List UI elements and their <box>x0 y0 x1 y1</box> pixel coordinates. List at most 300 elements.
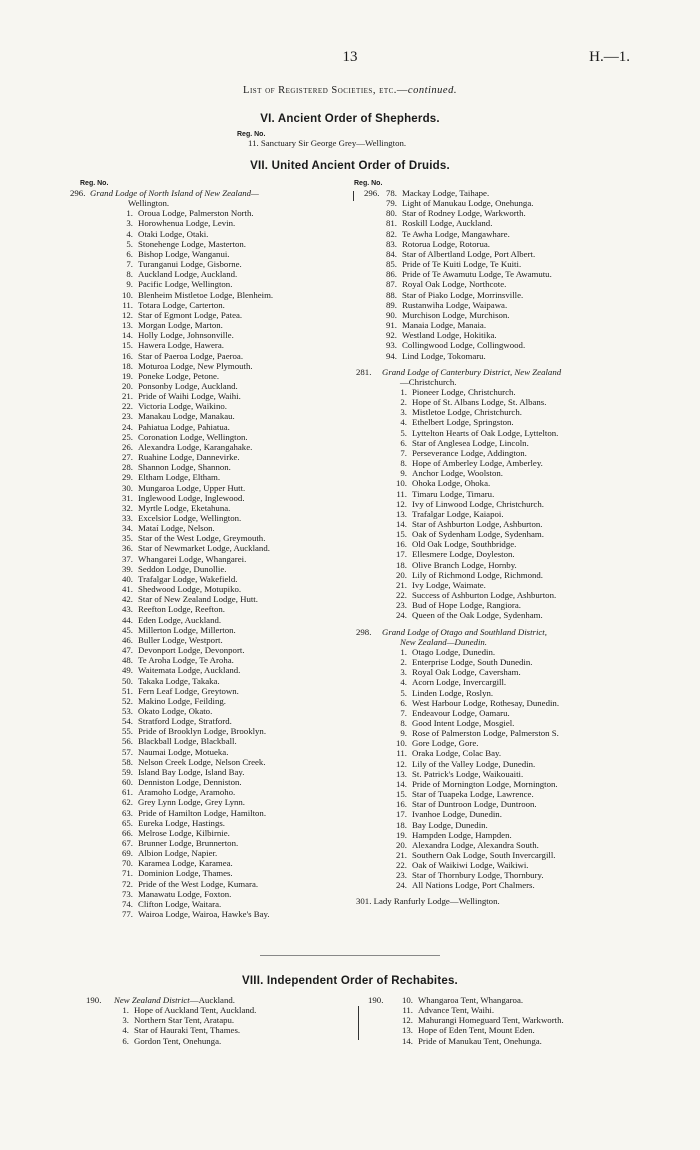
item-name: Linden Lodge, Roslyn. <box>412 687 494 698</box>
list-item <box>70 899 350 909</box>
grand-lodge-location: Wellington. <box>128 198 170 209</box>
item-number: 6. <box>122 1035 129 1046</box>
item-number: 18. <box>396 819 407 830</box>
list-item <box>352 759 692 769</box>
item-number: 12. <box>402 1015 413 1026</box>
item-number: 12. <box>122 309 133 320</box>
list-item <box>352 448 692 458</box>
item-name: Pacific Lodge, Wellington. <box>138 279 233 290</box>
item-name: West Harbour Lodge, Rothesay, Dunedin. <box>412 697 560 708</box>
reg-number: 298. <box>356 626 372 637</box>
item-number: 40. <box>122 573 133 584</box>
item-number: 1. <box>400 646 407 657</box>
reg-number: 190. <box>368 995 384 1005</box>
list-item <box>70 452 350 462</box>
item-name: Star of Egmont Lodge, Patea. <box>138 309 243 320</box>
list-item <box>70 381 350 391</box>
item-number: 3. <box>400 667 407 678</box>
item-name: Albion Lodge, Napier. <box>138 848 218 859</box>
list-item <box>352 718 692 728</box>
item-name: Okato Lodge, Okato. <box>138 705 213 716</box>
list-item <box>352 830 692 840</box>
item-number: 89. <box>386 299 397 310</box>
reg-no-label-right: Reg. No. <box>354 180 383 187</box>
item-number: 37. <box>122 553 133 564</box>
list-item <box>70 574 350 584</box>
grand-lodge-north-island <box>70 188 350 198</box>
item-number: 1. <box>122 1005 129 1016</box>
list-item <box>70 828 350 838</box>
item-number: 3. <box>126 218 133 229</box>
item-name: Perseverance Lodge, Addington. <box>412 447 527 458</box>
grand-lodge-title: Grand Lodge of Otago and Southland District, <box>382 626 547 637</box>
list-item <box>352 458 692 468</box>
list-item <box>70 594 350 604</box>
item-number: 9. <box>400 468 407 479</box>
item-number: 54. <box>122 716 133 727</box>
list-item <box>352 840 692 850</box>
item-number: 27. <box>122 452 133 463</box>
list-item <box>352 880 692 890</box>
item-number: 61. <box>122 787 133 798</box>
list-item <box>70 716 350 726</box>
list-item <box>362 1005 688 1015</box>
list-item <box>70 493 350 503</box>
list-item <box>70 503 350 513</box>
item-name: Rose of Palmerston Lodge, Palmerston S. <box>412 728 559 739</box>
item-number: 15. <box>396 789 407 800</box>
list-item <box>70 320 350 330</box>
item-name: Takaka Lodge, Takaka. <box>138 675 220 686</box>
list-item <box>352 249 692 259</box>
item-number: 73. <box>122 888 133 899</box>
item-name: Anchor Lodge, Woolston. <box>412 468 503 479</box>
grand-lodge-otago <box>352 627 692 637</box>
list-item <box>352 428 692 438</box>
list-item <box>352 499 692 509</box>
item-number: 4. <box>400 677 407 688</box>
item-name: Myrtle Lodge, Eketahuna. <box>138 502 231 513</box>
item-name: Pride of Waihi Lodge, Waihi. <box>138 391 241 402</box>
item-number: 28. <box>122 462 133 473</box>
item-number: 45. <box>122 624 133 635</box>
item-number: 24. <box>396 880 407 891</box>
list-item <box>70 868 350 878</box>
item-name: Star of Hauraki Tent, Thames. <box>134 1025 241 1036</box>
item-name: Star of the West Lodge, Greymouth. <box>138 533 266 544</box>
item-name: Horowhenua Lodge, Levin. <box>138 218 236 229</box>
item-number: 20. <box>122 380 133 391</box>
list-item <box>70 411 350 421</box>
item-name: Stratford Lodge, Stratford. <box>138 716 232 727</box>
item-name: Star of Newmarket Lodge, Auckland. <box>138 543 270 554</box>
item-name: Poneke Lodge, Petone. <box>138 370 220 381</box>
list-item <box>70 422 350 432</box>
section-divider <box>260 955 440 956</box>
item-name: Otaki Lodge, Otaki. <box>138 228 209 239</box>
list-item <box>352 468 692 478</box>
list-item <box>70 290 350 300</box>
list-item <box>70 889 350 899</box>
district-location: —Auckland. <box>189 995 235 1005</box>
list-item <box>70 300 350 310</box>
item-name: Bay Lodge, Dunedin. <box>412 819 488 830</box>
list-item <box>70 442 350 452</box>
item-name: Mackay Lodge, Taihape. <box>402 188 490 199</box>
item-name: Lyttelton Hearts of Oak Lodge, Lyttelton. <box>412 427 559 438</box>
item-name: Eureka Lodge, Hastings. <box>138 817 225 828</box>
list-item <box>352 519 692 529</box>
item-name: Otago Lodge, Dunedin. <box>412 646 496 657</box>
item-number: 49. <box>122 665 133 676</box>
list-item <box>352 320 692 330</box>
list-item <box>352 269 692 279</box>
item-number: 52. <box>122 695 133 706</box>
shepherds-entry: 11. Sanctuary Sir George Grey—Wellington. <box>248 138 407 148</box>
list-item <box>352 769 692 779</box>
list-item <box>352 688 692 698</box>
item-number: 65. <box>122 817 133 828</box>
item-number: 7. <box>400 707 407 718</box>
item-number: 34. <box>122 523 133 534</box>
list-item <box>352 570 692 580</box>
list-item <box>352 208 692 218</box>
item-name: Fern Leaf Lodge, Greytown. <box>138 685 239 696</box>
druids-right-list-a <box>352 188 692 361</box>
druids-right-list-b <box>352 387 692 621</box>
item-name: Ellesmere Lodge, Doyleston. <box>412 549 515 560</box>
item-name: Gore Lodge, Gore. <box>412 738 479 749</box>
item-number: 21. <box>396 579 407 590</box>
item-name: Star of Rodney Lodge, Warkworth. <box>402 208 526 219</box>
item-number: 33. <box>122 513 133 523</box>
item-number: 11. <box>122 299 133 310</box>
item-name: Totara Lodge, Carterton. <box>138 299 225 310</box>
item-name: Moturoa Lodge, New Plymouth. <box>138 360 253 371</box>
druids-left-list <box>70 208 350 919</box>
item-number: 16. <box>396 799 407 810</box>
item-number: 20. <box>396 569 407 580</box>
item-name: Wairoa Lodge, Wairoa, Hawke's Bay. <box>138 909 270 920</box>
list-item <box>70 513 350 523</box>
list-item <box>70 645 350 655</box>
item-number: 36. <box>122 543 133 554</box>
list-item <box>70 401 350 411</box>
list-item <box>70 879 350 889</box>
item-name: Karamea Lodge, Karamea. <box>138 858 233 869</box>
item-name: Mistletoe Lodge, Christchurch. <box>412 407 522 418</box>
item-name: Reefton Lodge, Reefton. <box>138 604 225 615</box>
item-number: 42. <box>122 594 133 605</box>
list-item <box>70 808 350 818</box>
item-number: 1. <box>400 386 407 397</box>
list-item <box>70 249 350 259</box>
list-item <box>352 677 692 687</box>
item-name: Pride of Hamilton Lodge, Hamilton. <box>138 807 267 818</box>
list-item <box>352 748 692 758</box>
item-number: 84. <box>386 248 397 259</box>
item-name: All Nations Lodge, Port Chalmers. <box>412 880 535 891</box>
item-number: 14. <box>396 778 407 789</box>
list-item <box>70 523 350 533</box>
list-item <box>70 279 350 289</box>
item-number: 4. <box>400 417 407 428</box>
list-item <box>70 747 350 757</box>
list-item <box>352 330 692 340</box>
list-item <box>70 686 350 696</box>
rechabites-left-column <box>86 995 356 1046</box>
item-name: Pride of Te Awamutu Lodge, Te Awamutu. <box>402 269 552 280</box>
list-item <box>352 549 692 559</box>
list-item <box>352 259 692 269</box>
list-item <box>70 371 350 381</box>
item-number: 17. <box>396 809 407 820</box>
list-item <box>70 1005 356 1015</box>
item-name: St. Patrick's Lodge, Waikouaiti. <box>412 768 524 779</box>
item-name: Turanganui Lodge, Gisborne. <box>138 259 242 270</box>
list-item <box>70 797 350 807</box>
list-item <box>70 462 350 472</box>
item-number: 57. <box>122 746 133 757</box>
item-name: Dominion Lodge, Thames. <box>138 868 233 879</box>
item-number: 6. <box>126 248 133 259</box>
item-number: 60. <box>122 777 133 788</box>
item-number: 12. <box>396 498 407 509</box>
item-name: Seddon Lodge, Dunollie. <box>138 563 227 574</box>
item-number: 74. <box>122 898 133 909</box>
item-name: Inglewood Lodge, Inglewood. <box>138 492 245 503</box>
item-name: Collingwood Lodge, Collingwood. <box>402 340 526 351</box>
item-number: 14. <box>402 1035 413 1046</box>
druids-right-column <box>352 188 692 906</box>
item-name: Alexandra Lodge, Karangahake. <box>138 441 253 452</box>
list-item <box>352 539 692 549</box>
item-number: 78. <box>386 188 397 199</box>
page-subtitle <box>0 85 700 96</box>
item-number: 21. <box>122 391 133 402</box>
item-number: 24. <box>396 610 407 621</box>
list-item <box>70 340 350 350</box>
item-name: Star of Albertland Lodge, Port Albert. <box>402 248 536 259</box>
item-name: Hawera Lodge, Hawera. <box>138 340 224 351</box>
item-number: 11. <box>396 748 407 759</box>
item-name: Hampden Lodge, Hampden. <box>412 829 512 840</box>
item-number: 15. <box>122 340 133 351</box>
list-item <box>352 229 692 239</box>
item-number: 7. <box>126 259 133 270</box>
item-name: Star of New Zealand Lodge, Hutt. <box>138 594 258 605</box>
item-number: 44. <box>122 614 133 625</box>
item-number: 72. <box>122 878 133 889</box>
lady-ranfurly-lodge: 301. Lady Ranfurly Lodge—Wellington. <box>356 895 500 906</box>
item-name: Whangaroa Tent, Whangaroa. <box>418 995 524 1006</box>
list-item <box>352 478 692 488</box>
item-name: Old Oak Lodge, Southbridge. <box>412 539 517 550</box>
item-number: 86. <box>386 269 397 280</box>
item-number: 17. <box>396 549 407 560</box>
list-item <box>352 387 692 397</box>
item-name: Mungaroa Lodge, Upper Hutt. <box>138 482 246 493</box>
item-number: 46. <box>122 634 133 645</box>
item-name: Trafalgar Lodge, Kaiapoi. <box>412 508 504 519</box>
subtitle-continued: continued. <box>407 85 457 96</box>
item-name: Pride of the West Lodge, Kumara. <box>138 878 259 889</box>
list-item <box>70 787 350 797</box>
item-name: Eltham Lodge, Eltham. <box>138 472 221 483</box>
item-name: Queen of the Oak Lodge, Sydenham. <box>412 610 543 621</box>
grand-lodge-location: —Christchurch. <box>400 376 457 387</box>
item-number: 18. <box>122 360 133 371</box>
list-item <box>352 300 692 310</box>
item-number: 47. <box>122 645 133 656</box>
item-number: 87. <box>386 279 397 290</box>
reg-no-label-left: Reg. No. <box>80 180 109 187</box>
item-number: 3. <box>400 407 407 418</box>
list-item <box>70 218 350 228</box>
item-number: 18. <box>396 559 407 570</box>
list-item <box>70 665 350 675</box>
column-divider-rechabites <box>358 1006 359 1040</box>
section-heading-shepherds: VI. Ancient Order of Shepherds. <box>260 113 440 125</box>
item-name: Pride of Te Kuiti Lodge, Te Kuiti. <box>402 259 522 270</box>
item-number: 10. <box>396 478 407 489</box>
item-number: 92. <box>386 330 397 341</box>
item-name: Waitemata Lodge, Auckland. <box>138 665 241 676</box>
item-name: Westland Lodge, Hokitika. <box>402 330 497 341</box>
item-number: 90. <box>386 309 397 320</box>
item-name: Pride of Manukau Tent, Onehunga. <box>418 1035 542 1046</box>
item-name: Oroua Lodge, Palmerston North. <box>138 208 254 219</box>
item-name: Shannon Lodge, Shannon. <box>138 462 231 473</box>
list-item <box>70 757 350 767</box>
list-item <box>352 870 692 880</box>
item-name: Grey Lynn Lodge, Grey Lynn. <box>138 797 246 808</box>
list-item <box>352 600 692 610</box>
item-name: Gordon Tent, Onehunga. <box>134 1035 222 1046</box>
item-number: 50. <box>122 675 133 686</box>
item-number: 8. <box>400 717 407 728</box>
list-item <box>352 799 692 809</box>
item-name: Aramoho Lodge, Aramoho. <box>138 787 236 798</box>
item-name: Star of Paeroa Lodge, Paeroa. <box>138 350 244 361</box>
item-name: Mahurangi Homeguard Tent, Warkworth. <box>418 1015 564 1026</box>
list-item <box>70 533 350 543</box>
item-number: 8. <box>126 269 133 280</box>
item-number: 85. <box>386 259 397 270</box>
reg-number: 296. <box>364 188 380 198</box>
list-item <box>70 1036 356 1046</box>
list-item <box>352 290 692 300</box>
item-number: 51. <box>122 685 133 696</box>
item-number: 26. <box>122 441 133 452</box>
item-number: 53. <box>122 705 133 716</box>
item-name: Mataí Lodge, Nelson. <box>138 523 215 534</box>
item-number: 22. <box>122 401 133 412</box>
item-name: Acorn Lodge, Invercargill. <box>412 677 507 688</box>
item-name: Te Aroha Lodge, Te Aroha. <box>138 655 234 666</box>
item-name: Millerton Lodge, Millerton. <box>138 624 236 635</box>
item-name: Star of Anglesea Lodge, Lincoln. <box>412 437 529 448</box>
item-name: Ivy Lodge, Waimate. <box>412 579 486 590</box>
list-item <box>352 820 692 830</box>
item-name: Pride of Brooklyn Lodge, Brooklyn. <box>138 726 267 737</box>
item-name: Oak of Sydenham Lodge, Sydenham. <box>412 529 544 540</box>
list-item <box>70 726 350 736</box>
item-number: 22. <box>396 590 407 601</box>
list-item <box>70 635 350 645</box>
list-item <box>70 615 350 625</box>
item-name: Ivanhoe Lodge, Dunedin. <box>412 809 502 820</box>
item-name: Victoria Lodge, Waikino. <box>138 401 227 412</box>
item-number: 79. <box>386 198 397 209</box>
item-number: 25. <box>122 431 133 442</box>
item-number: 71. <box>122 868 133 879</box>
list-item <box>70 229 350 239</box>
reg-number: 281. <box>356 366 372 377</box>
item-number: 24. <box>122 421 133 432</box>
item-number: 14. <box>122 330 133 341</box>
item-name: Hope of Amberley Lodge, Amberley. <box>412 458 543 469</box>
list-item <box>362 995 688 1005</box>
rechabites-left-list <box>70 1005 356 1046</box>
item-name: Star of Tuapeka Lodge, Lawrence. <box>412 789 534 800</box>
item-number: 16. <box>122 350 133 361</box>
item-number: 13. <box>122 320 133 331</box>
item-name: Ethelbert Lodge, Springston. <box>412 417 514 428</box>
item-name: Ohoka Lodge, Ohoka. <box>412 478 491 489</box>
item-number: 9. <box>400 728 407 739</box>
item-number: 20. <box>396 839 407 850</box>
item-name: Success of Ashburton Lodge, Ashburton. <box>412 590 557 601</box>
item-number: 41. <box>122 584 133 595</box>
item-number: 67. <box>122 838 133 848</box>
reg-number: 190. <box>86 995 102 1005</box>
list-item <box>70 483 350 493</box>
item-name: Pride of Mornington Lodge, Mornington. <box>412 778 558 789</box>
list-item <box>352 560 692 570</box>
list-item <box>70 818 350 828</box>
item-number: 23. <box>396 870 407 881</box>
list-item <box>352 789 692 799</box>
item-number: 13. <box>396 768 407 779</box>
item-name: Good Intent Lodge, Mosgiel. <box>412 717 515 728</box>
item-number: 4. <box>122 1025 129 1036</box>
list-item <box>70 655 350 665</box>
item-name: Roskill Lodge, Auckland. <box>402 218 493 229</box>
item-number: 70. <box>122 858 133 869</box>
item-number: 5. <box>126 238 133 249</box>
item-name: Timaru Lodge, Timaru. <box>412 488 495 499</box>
item-number: 58. <box>122 756 133 767</box>
subtitle-main: List of Registered Societies, etc.— <box>243 85 408 96</box>
item-name: Olive Branch Lodge, Hornby. <box>412 559 517 570</box>
list-item <box>352 509 692 519</box>
list-item <box>70 239 350 249</box>
list-item <box>70 351 350 361</box>
list-item <box>70 259 350 269</box>
rechabites-right-column <box>368 995 688 1046</box>
list-item <box>70 604 350 614</box>
item-number: 81. <box>386 218 397 229</box>
item-name: Clifton Lodge, Waitara. <box>138 898 222 909</box>
item-name: Light of Manukau Lodge, Onehunga. <box>402 198 534 209</box>
item-name: Lily of the Valley Lodge, Dunedin. <box>412 758 536 769</box>
list-item <box>70 909 350 919</box>
list-item <box>70 706 350 716</box>
item-number: 8. <box>400 458 407 469</box>
item-name: Star of Piako Lodge, Morrinsville. <box>402 289 524 300</box>
list-item <box>352 279 692 289</box>
